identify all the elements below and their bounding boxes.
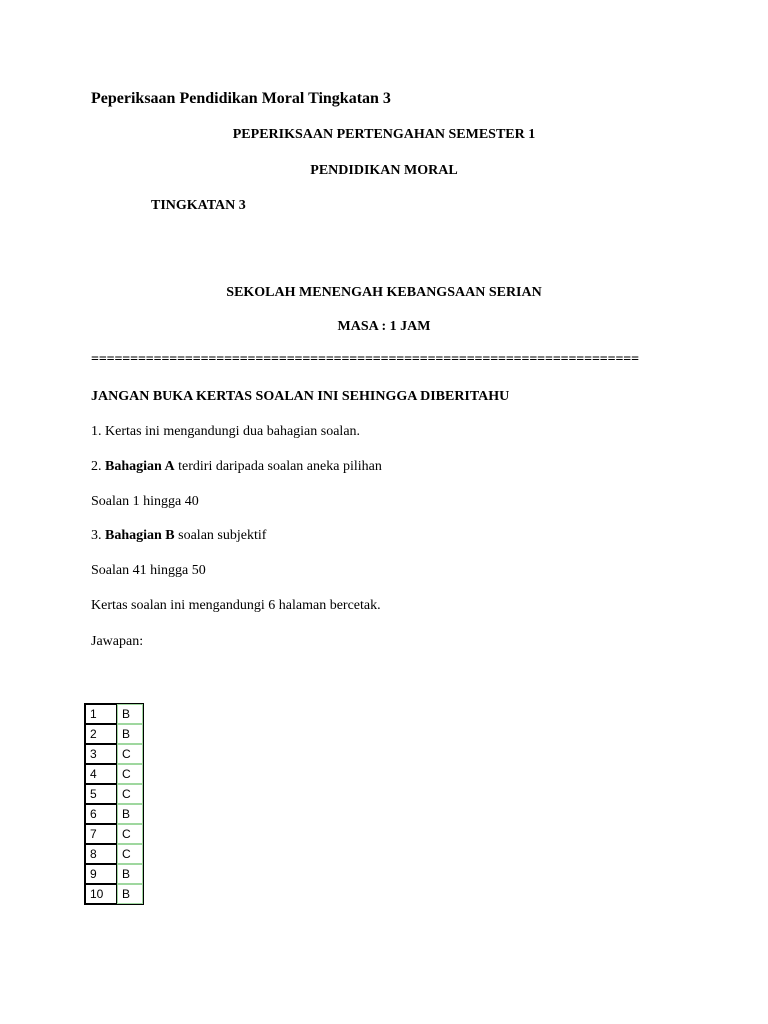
instruction-2-text: terdiri daripada soalan aneka pilihan [174,459,382,474]
question-number-cell: 4 [85,764,117,784]
exam-duration: MASA : 1 JAM [337,319,431,334]
question-number-cell: 5 [85,784,117,804]
instruction-2 [91,459,382,475]
subject-name: PENDIDIKAN MORAL [310,163,458,178]
answer-cell: C [117,824,143,844]
answer-cell: B [117,804,143,824]
warning-text: JANGAN BUKA KERTAS SOALAN INI SEHINGGA DIBERITAHU [91,389,510,404]
answer-cell: C [117,744,143,764]
question-number-cell: 8 [85,844,117,864]
table-row [85,744,143,764]
question-number-cell: 6 [85,804,117,824]
answer-cell: B [117,704,143,724]
section-b-range: Soalan 41 hingga 50 [91,563,206,578]
instruction-3-text: soalan subjektif [174,528,267,543]
document-title: Peperiksaan Pendidikan Moral Tingkatan 3 [91,90,391,107]
instruction-3 [91,528,266,544]
table-row [85,864,143,884]
table-row [85,784,143,804]
instruction-3-number: 3. [91,528,105,543]
question-number-cell: 3 [85,744,117,764]
table-row [85,884,143,904]
answer-cell: C [117,764,143,784]
table-row [85,804,143,824]
question-number-cell: 10 [85,884,117,904]
instruction-1: 1. Kertas ini mengandungi dua bahagian soalan. [91,424,361,439]
form-level: TINGKATAN 3 [151,198,246,213]
table-row [85,724,143,744]
exam-name: PEPERIKSAAN PERTENGAHAN SEMESTER 1 [232,127,536,142]
section-a-range: Soalan 1 hingga 40 [91,494,199,509]
question-number-cell: 9 [85,864,117,884]
question-number-cell: 1 [85,704,117,724]
table-row [85,704,143,724]
answer-cell: C [117,784,143,804]
answer-cell: B [117,884,143,904]
answer-table [84,703,144,905]
table-row [85,764,143,784]
pages-note: Kertas soalan ini mengandungi 6 halaman bercetak. [91,598,381,613]
answers-label: Jawapan: [91,634,144,649]
answer-cell: B [117,724,143,744]
table-row [85,824,143,844]
question-number-cell: 2 [85,724,117,744]
instruction-2-number: 2. [91,459,105,474]
answer-table-body [85,704,143,904]
question-number-cell: 7 [85,824,117,844]
divider-line: ====================================================================== [91,352,639,367]
answer-cell: C [117,844,143,864]
school-name: SEKOLAH MENENGAH KEBANGSAAN SERIAN [226,285,542,300]
answer-cell: B [117,864,143,884]
section-a-label: Bahagian A [105,459,175,474]
table-row [85,844,143,864]
section-b-label: Bahagian B [105,528,175,543]
